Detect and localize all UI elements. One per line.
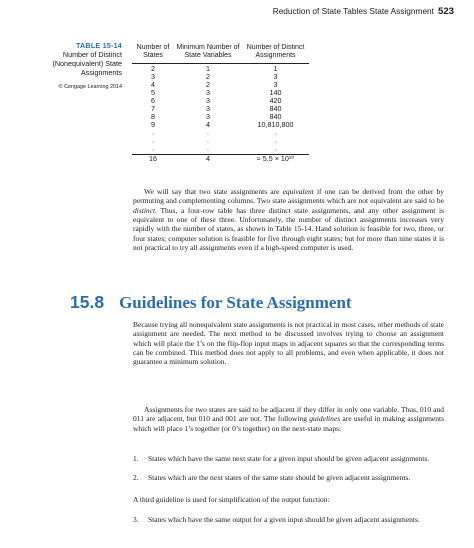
paragraph-equivalent-assignments: We will say that two state assignments are equivalent if one can be derived from the other by permuting and complementing columns. Two state assignments which are not equivalent are said to be distinct. Thus, a four-row table has three distinct state assignments, and any other assignment is equivalent to one of these three. Unfortunately, the number of distinct assignments increases very rapidly with the number of states, as shown in Table 15-14. Hand solution is feasible for two, three, or four states; computer solution is feasible for five through eight states; but for more than nine states it is not practical to try all assignments even if a high-speed computer is used. [133,187,444,253]
table-cell: · [151,144,155,154]
table-cell: · [274,136,277,146]
table-cell: 6 [151,96,155,106]
table-label: TABLE 15-14 [75,41,122,50]
table-cell: 3 [273,80,278,89]
paragraph-intro: Because trying all nonequivalent state assignments is not practical in most cases, other methods of state assignment are needed. The next method to be discussed involves trying to choose an assignment which will place the 1’s on the flip-flop input maps in adjacent squares so that the corresponding terms can be combined. This method does not apply to all problems, and even when applicable, it does not guarantee a minimum solution. [133,320,444,367]
section-heading [70,292,352,313]
table-cell: 1 [273,63,278,73]
table-cell: 16 [149,153,157,163]
table-cell: 2 [206,80,210,89]
table-row [132,65,309,73]
list-item: 3. States which have the same output for a given input should be given adjacent assignments. [133,515,420,524]
table-cell: 3 [206,88,210,98]
column-header-variables: Minimum Number of State Variables [176,44,240,60]
table-cell: · [151,128,155,138]
table-cell: 140 [269,88,282,98]
table-row [132,138,309,146]
table-cell: · [206,136,210,146]
table-header [132,44,309,64]
table-cell: 420 [269,96,282,106]
table-row [132,105,309,113]
table-cell: ≈ 5.5 × 10¹⁰ [256,153,295,163]
table-cell: 3 [151,71,155,81]
table-cell: · [274,144,277,154]
table-cell: · [274,128,277,138]
table-cell: · [151,136,155,146]
table-cell: 4 [206,120,210,130]
paragraph-adjacent: Assignments for two states are said to be adjacent if they differ in only one variable. Thus, 010 and 011 are adjacent, but 010 and 001 are not. The following guidelines are useful in making assignments which will place 1’s together (or 0’s together) on the next-state maps: [133,405,445,433]
page-number: 523 [437,6,454,17]
table-cell: 2 [151,63,155,73]
table-cell: 5 [151,88,155,98]
table-cell: 1 [206,63,210,73]
table-cell: 8 [151,112,155,122]
table-cell: 3 [206,112,210,122]
table-cell: 4 [206,153,210,163]
table-row [132,89,309,97]
paragraph-third-guideline: A third guideline is used for simplification of the output function: [133,495,330,504]
section-title: Guidelines for State Assignment [119,292,352,312]
table-caption [28,41,122,92]
table-row [132,81,309,89]
table-row [132,97,309,105]
table-cell: 4 [151,80,155,89]
section-number: 15.8 [70,292,105,312]
table-cell: 3 [206,104,210,114]
table-cell: 7 [151,104,155,114]
table-row [132,73,309,81]
list-item: 2. States which are the next states of the same state should be given adjacent assignments. [133,473,411,482]
running-title: Reduction of State Tables State Assignment [272,6,434,16]
table-credit: © Cengage Learning 2014 [58,84,122,90]
table-cell: 9 [151,120,155,130]
running-header [273,6,454,17]
table-row [132,121,309,129]
table-body [132,64,309,163]
table-cell: 840 [269,104,282,114]
state-assignment-table [132,44,309,163]
table-cell: 3 [273,71,278,81]
table-cell: 3 [206,96,210,106]
table-cell: · [206,128,210,138]
table-row [132,154,309,163]
table-cell: · [206,144,210,154]
column-header-states: Number of States [136,44,170,60]
table-caption-text: Number of Distinct (Nonequivalent) State Assignments [52,50,122,77]
column-header-assignments: Number of Distinct Assignments [246,44,305,60]
list-item: 1. States which have the same next state for a given input should be given adjacent assignments. [133,454,430,463]
table-cell: 2 [206,71,210,81]
table-row [132,146,309,154]
table-row [132,130,309,138]
table-cell: 840 [269,112,282,122]
table-cell: 10,810,800 [257,120,294,130]
